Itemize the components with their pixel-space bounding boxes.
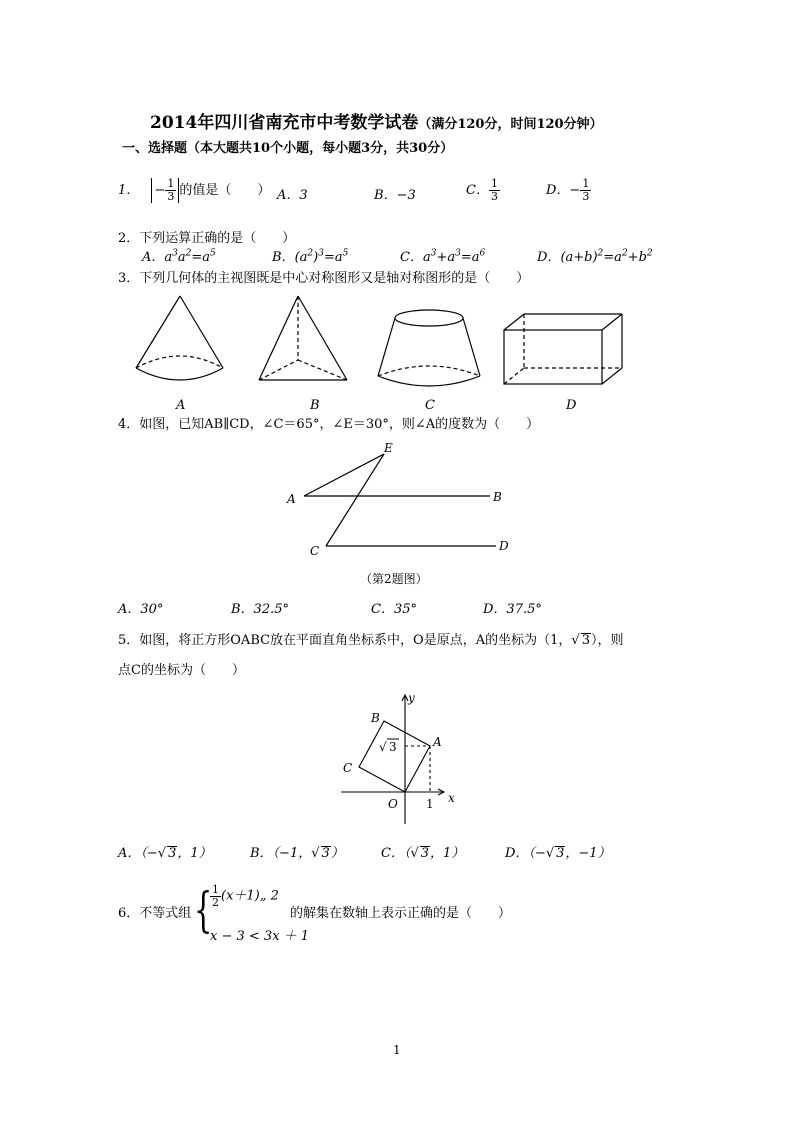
label-a: A bbox=[433, 735, 442, 749]
title-subtitle: （满分120分，时间120分钟） bbox=[418, 117, 603, 132]
q4-option-a: A．30° bbox=[118, 602, 164, 617]
q4-figure bbox=[280, 440, 520, 560]
q5-a-sqrt: 3 bbox=[168, 846, 177, 861]
q1-d-label: D．− bbox=[546, 182, 581, 198]
q5-b-sqrt: 3 bbox=[321, 846, 330, 861]
solid-label-a: A bbox=[176, 398, 186, 413]
label-o: O bbox=[388, 797, 398, 811]
q2-option-d: D．$(a+b)^2=a^2+b^2$ bbox=[537, 248, 653, 265]
solid-b-pyramid bbox=[259, 296, 347, 380]
q1-frac-den: 3 bbox=[167, 190, 175, 203]
q1-text: 的值是（ ） bbox=[179, 182, 271, 198]
q6-tail: 的解集在数轴上表示正确的是（ ） bbox=[290, 906, 512, 921]
q1-c-label: C． bbox=[466, 182, 489, 198]
solid-c-frustum bbox=[378, 310, 480, 386]
page-title bbox=[150, 108, 603, 133]
q5-option-d: D．（−√ 3，−1） bbox=[505, 846, 611, 861]
point-d: D bbox=[499, 539, 509, 553]
q1-frac-num: 1 bbox=[167, 177, 175, 190]
square-oabc bbox=[359, 721, 430, 792]
q1-c-num: 1 bbox=[490, 177, 498, 190]
q5-option-a: A．（−√ 3，1） bbox=[118, 846, 212, 861]
q6-ineq1-rest: (x＋1)„ 2 bbox=[221, 888, 279, 904]
segment-ec bbox=[326, 454, 384, 546]
point-b: B bbox=[493, 490, 502, 504]
q1-option-c bbox=[466, 178, 500, 203]
q5-option-c: C．（√ 3，1） bbox=[381, 846, 465, 861]
solid-label-d: D bbox=[566, 398, 577, 413]
q5-option-b: B．（−1，√ 3） bbox=[250, 846, 344, 861]
q1-d-den: 3 bbox=[582, 190, 590, 203]
q5-stem-pre: 5．如图，将正方形OABC放在平面直角坐标系中，O是原点，A的坐标为（1， bbox=[118, 633, 572, 648]
q4-option-c: C．35° bbox=[371, 602, 417, 617]
label-c: C bbox=[343, 761, 353, 775]
q5-b-post: ） bbox=[330, 846, 344, 861]
q5-a-pre: A．（− bbox=[118, 846, 158, 861]
q5-sqrt: 3 bbox=[581, 633, 590, 648]
q2-stem: 2．下列运算正确的是（ ） bbox=[118, 231, 296, 246]
section-heading: 一、选择题（本大题共10个小题，每小题3分，共30分） bbox=[122, 141, 454, 156]
label-y: y bbox=[408, 691, 415, 705]
sqrt3-value: 3 bbox=[389, 740, 397, 754]
solid-label-c: C bbox=[425, 398, 435, 413]
point-a: A bbox=[287, 492, 296, 506]
q2-d-label: D． bbox=[537, 250, 561, 265]
point-e: E bbox=[384, 441, 393, 455]
page-number: 1 bbox=[393, 1043, 401, 1057]
q5-c-pre: C．（ bbox=[381, 846, 411, 861]
q5-c-post: ，1） bbox=[430, 846, 465, 861]
q3-stem: 3．下列几何体的主视图既是中心对称图形又是轴对称图形的是（ ） bbox=[118, 271, 530, 286]
q1-abs-expression: − $\frac{1}{3}$ bbox=[151, 178, 179, 203]
q4-stem: 4．如图，已知AB∥CD，∠C＝65°，∠E＝30°，则∠A的度数为（ ） bbox=[118, 417, 540, 432]
q2-option-b: B．$(a^2)^3=a^5$ bbox=[272, 248, 349, 265]
q4-option-d: D．37.5° bbox=[483, 602, 542, 617]
q6-frac-den: 2 bbox=[212, 896, 219, 909]
solid-label-b: B bbox=[310, 398, 320, 413]
segment-ae bbox=[304, 454, 384, 496]
q4-option-b: B．32.5° bbox=[231, 602, 289, 617]
q5-d-pre: D．（− bbox=[505, 846, 546, 861]
q1-option-d bbox=[546, 178, 591, 203]
q1-c-den: 3 bbox=[490, 190, 498, 203]
q1-option-b: B．−3 bbox=[374, 188, 416, 203]
solid-d-cuboid bbox=[504, 314, 622, 384]
q5-stem-line1: 5．如图，将正方形OABC放在平面直角坐标系中，O是原点，A的坐标为（1，√ 3），则 bbox=[118, 633, 624, 648]
q6-inequality-2: x − 3 < 3x ＋ 1 bbox=[210, 929, 310, 944]
q5-b-pre: B．（−1， bbox=[250, 846, 312, 861]
solid-a-cone bbox=[136, 296, 223, 380]
q5-c-sqrt: 3 bbox=[420, 846, 430, 861]
q5-stem-post: ），则 bbox=[590, 633, 624, 648]
q5-stem-line2: 点C的坐标为（ ） bbox=[118, 663, 245, 678]
q6-number: 6．不等式组 bbox=[118, 906, 192, 921]
q6-frac-num: 1 bbox=[212, 883, 219, 896]
q1-number: 1． bbox=[118, 182, 140, 198]
q6-brace: { bbox=[194, 882, 213, 938]
q5-d-sqrt: 3 bbox=[556, 846, 565, 861]
q5-a-post: ，1） bbox=[177, 846, 212, 861]
q2-a-label: A． bbox=[142, 250, 165, 265]
q2-option-a: A．$a^3a^2=a^5$ bbox=[142, 248, 216, 265]
point-c: C bbox=[310, 544, 320, 558]
q4-caption: （第2题图） bbox=[360, 572, 428, 586]
q3-solids-figure bbox=[120, 292, 640, 392]
q1-d-num: 1 bbox=[582, 177, 590, 190]
label-x: x bbox=[448, 791, 455, 805]
q2-option-c: C．$a^3+a^3=a^6$ bbox=[400, 248, 486, 265]
title-main: 2014年四川省南充市中考数学试卷 bbox=[150, 113, 419, 133]
q1-option-a: A．3 bbox=[277, 188, 308, 203]
q5-d-post: ，−1） bbox=[565, 846, 611, 861]
q2-b-label: B． bbox=[272, 250, 295, 265]
label-b: B bbox=[371, 711, 380, 725]
label-one: 1 bbox=[426, 797, 434, 811]
q6-inequality-1 bbox=[210, 884, 279, 909]
q2-c-label: C． bbox=[400, 250, 423, 265]
question-1 bbox=[118, 178, 270, 214]
sqrt3-radical: √ bbox=[379, 740, 387, 754]
q5-coordinate-figure bbox=[335, 690, 475, 830]
